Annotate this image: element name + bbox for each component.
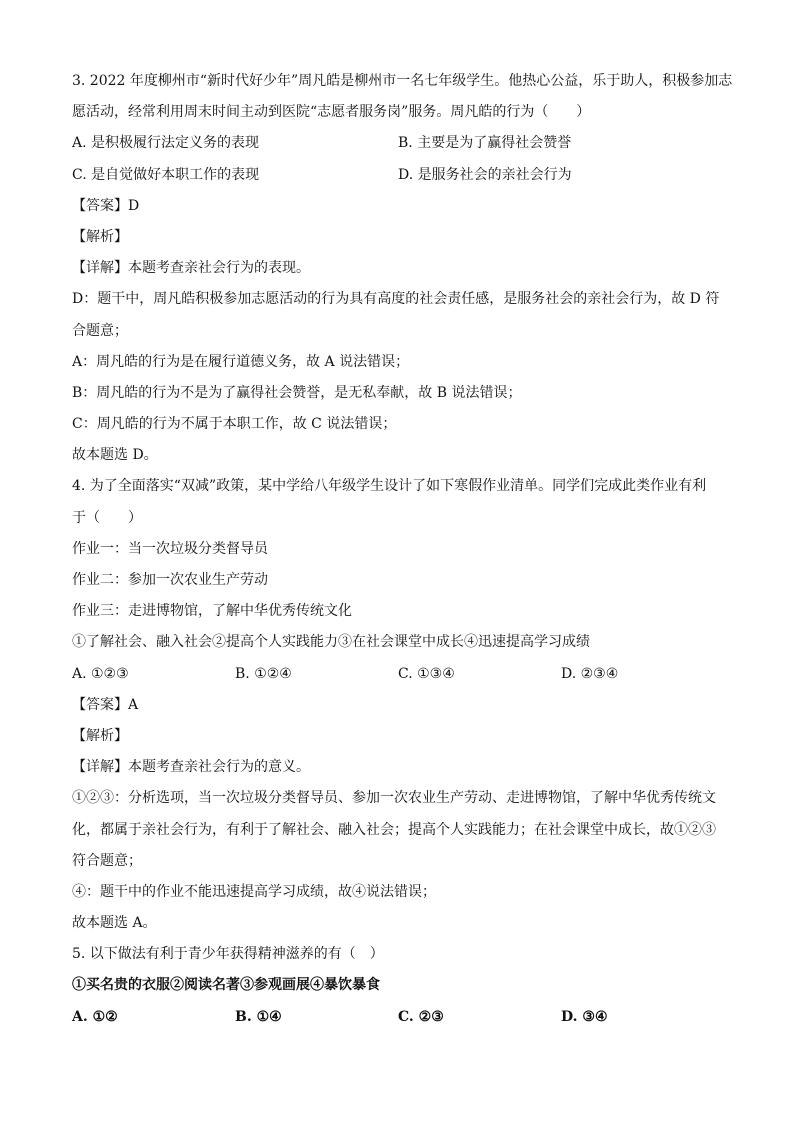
option-a: A. 是积极履行法定义务的表现 xyxy=(72,135,260,152)
detail-line: 【详解】本题考查亲社会行为的表现。 xyxy=(72,260,310,277)
options-row xyxy=(72,659,724,690)
analysis-label: 【解析】 xyxy=(72,228,128,245)
question-4 xyxy=(72,471,724,939)
detail-line: A：周凡皓的行为是在履行道德义务，故 A 说法错误； xyxy=(72,353,410,370)
detail-line: ①②③：分析选项，当一次垃圾分类督导员、参加一次农业生产劳动、走进博物馆，了解中华优秀传统文 xyxy=(72,790,716,807)
detail-line: C：周凡皓的行为不属于本职工作，故 C 说法错误； xyxy=(72,416,397,433)
question-stem-line: 愿活动，经常利用周末时间主动到医院“志愿者服务岗”服务。周凡皓的行为（ ） xyxy=(72,104,591,121)
question-stem-line: 4. 为了全面落实“双减”政策，某中学给八年级学生设计了如下寒假作业清单。同学们完成此类作业有利 xyxy=(72,478,707,495)
question-5 xyxy=(72,939,724,1033)
option-d: D. 是服务社会的亲社会行为 xyxy=(398,166,572,183)
question-stem-line: 3. 2022 年度柳州市“新时代好少年”周凡皓是柳州市一名七年级学生。他热心公益，乐于助人，积极参加志 xyxy=(72,73,733,89)
option-d: D. ③④ xyxy=(561,1008,608,1025)
detail-line: B：周凡皓的行为不是为了赢得社会赞誉，是无私奉献，故 B 说法错误； xyxy=(72,384,522,401)
detail-line: 故本题选 A。 xyxy=(72,915,157,932)
question-3 xyxy=(72,66,733,471)
detail-line: 【详解】本题考查亲社会行为的意义。 xyxy=(72,759,310,776)
question-stem-line: 作业三：走进博物馆，了解中华优秀传统文化 xyxy=(72,603,352,620)
options-row xyxy=(72,1002,724,1033)
option-c: C. ①③④ xyxy=(398,665,455,682)
detail-line: 化，都属于亲社会行为，有利于了解社会、融入社会；提高个人实践能力；在社会课堂中成长，故①②③ xyxy=(72,821,716,838)
option-b: B. 主要是为了赢得社会赞誉 xyxy=(398,135,572,152)
option-d: D. ②③④ xyxy=(561,665,619,682)
question-stem-line: ①了解社会、融入社会②提高个人实践能力③在社会课堂中成长④迅速提高学习成绩 xyxy=(72,634,590,651)
option-c: C. ②③ xyxy=(398,1008,444,1025)
option-b: B. ①④ xyxy=(235,1008,282,1025)
question-stem-line: ①买名贵的衣服②阅读名著③参观画展④暴饮暴食 xyxy=(72,977,380,994)
question-stem-line: 作业一：当一次垃圾分类督导员 xyxy=(72,540,268,557)
option-b: B. ①②④ xyxy=(235,665,292,682)
answer-label: 【答案】A xyxy=(72,696,139,713)
question-stem-line: 于（ ） xyxy=(72,509,142,526)
detail-line: D：题干中，周凡皓积极参加志愿活动的行为具有高度的社会责任感，是服务社会的亲社会行为，故 D 符 xyxy=(72,291,720,308)
detail-line: 故本题选 D。 xyxy=(72,447,158,464)
detail-line: 符合题意； xyxy=(72,852,142,869)
question-stem-line: 作业二：参加一次农业生产劳动 xyxy=(72,572,268,588)
options-row xyxy=(72,160,724,191)
answer-label: 【答案】D xyxy=(72,197,140,214)
options-row xyxy=(72,128,724,159)
option-c: C. 是自觉做好本职工作的表现 xyxy=(72,166,260,183)
detail-line: ④：题干中的作业不能迅速提高学习成绩，故④说法错误； xyxy=(72,883,436,900)
analysis-label: 【解析】 xyxy=(72,727,128,744)
detail-line: 合题意； xyxy=(72,322,128,339)
option-a: A. ①②③ xyxy=(72,665,129,682)
document-page xyxy=(72,66,733,1033)
question-stem-line: 5. 以下做法有利于青少年获得精神滋养的有（ ） xyxy=(72,946,384,963)
option-a: A. ①② xyxy=(72,1008,118,1025)
